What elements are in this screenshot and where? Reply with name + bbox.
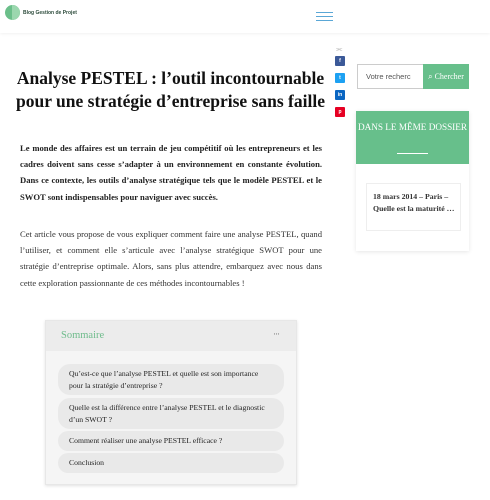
toc-item[interactable]: Qu’est-ce que l’analyse PESTEL et quelle est son importance pour la stratégie d’entreprise ? (58, 364, 284, 395)
search-button-label: Chercher (434, 72, 464, 81)
toc-item[interactable]: Conclusion (58, 453, 284, 473)
twitter-share-button[interactable]: t (335, 73, 345, 83)
toc-header (46, 321, 296, 351)
facebook-share-button[interactable]: f (335, 56, 345, 66)
article-intro: Le monde des affaires est un terrain de jeu compétitif où les entrepreneurs et les cadres doivent sans cesse s’adapter à un environnement en constante évolution. Dans ce contexte, les outils d’analyse stratégique tels que le modèle PESTEL et le SWOT sont indispensables pour naviguer avec succès. (20, 143, 322, 202)
linkedin-share-button[interactable]: in (335, 90, 345, 100)
page-title: Analyse PESTEL : l’outil incontournable pour une stratégie d’entreprise sans faille (16, 68, 325, 111)
related-heading (356, 111, 469, 164)
related-article-link[interactable]: 18 mars 2014 – Paris – Quelle est la maturité … (373, 192, 455, 213)
search-icon: ⌕ (428, 71, 433, 81)
toc-title: Sommaire (61, 330, 105, 341)
related-heading-text: DANS LE MÊME DOSSIER (358, 122, 467, 132)
toc-item[interactable]: Quelle est la différence entre l’analyse PESTEL et le diagnostic d’un SWOT ? (58, 398, 284, 429)
table-of-contents (45, 320, 297, 485)
toc-item[interactable]: Comment réaliser une analyse PESTEL efficace ? (58, 431, 284, 451)
hamburger-icon[interactable] (316, 12, 333, 22)
site-header (0, 0, 490, 33)
site-logo[interactable] (5, 5, 77, 20)
logo-icon (5, 5, 20, 20)
search-button[interactable] (423, 64, 469, 89)
logo-text: Blog Gestion de Projet (23, 9, 77, 16)
share-icon[interactable]: ⫘ (336, 45, 343, 53)
article-paragraph: Cet article vous propose de vous expliquer comment faire une analyse PESTEL, quand l’utiliser, et comment elle s’articule avec l’analyse stratégique SWOT pour une stratégie d’entreprise optimale. Alors, sans plus attendre, embarquez avec nous dans cette exploration passionnante de ces méthodes incontournables ! (20, 229, 322, 288)
heading-divider (397, 153, 428, 154)
toc-toggle-button[interactable]: ··· (273, 329, 279, 339)
pinterest-share-button[interactable]: p (335, 107, 345, 117)
search-input[interactable] (357, 64, 423, 89)
